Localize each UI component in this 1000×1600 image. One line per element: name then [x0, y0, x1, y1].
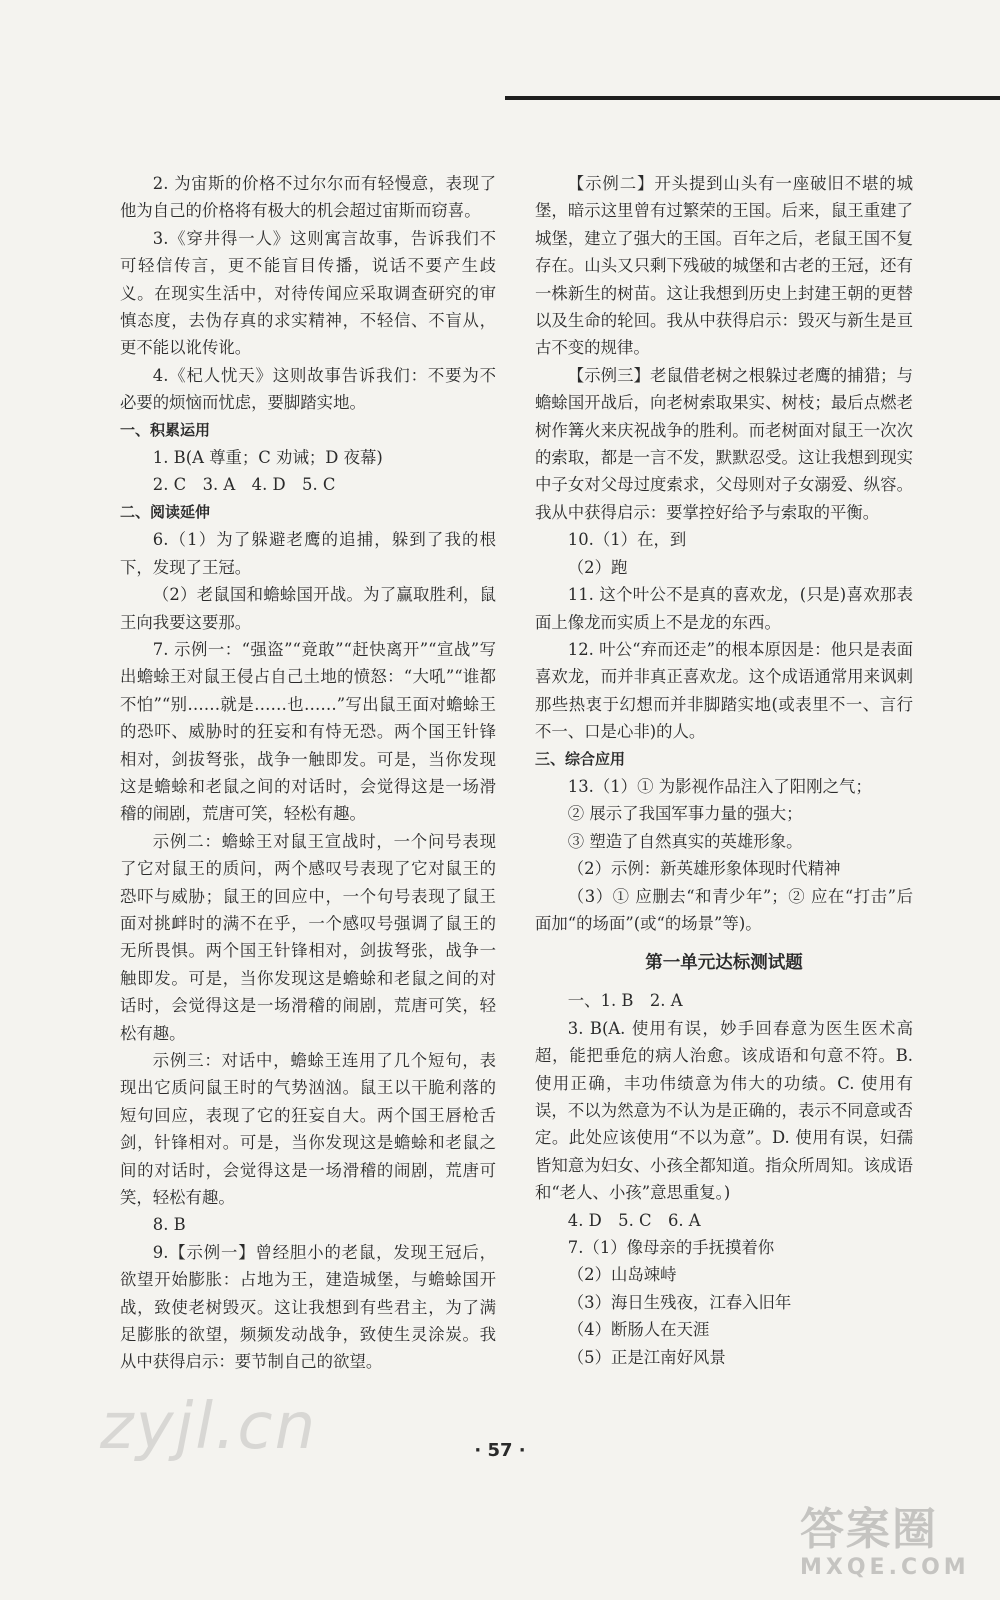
answer-paragraph: 【示例三】老鼠借老树之根躲过老鹰的捕猎；与蟾蜍国开战后，向老树索取果实、树枝；最后点燃老树作篝火来庆祝战争的胜利。而老树面对鼠王一次次的索取，都是一言不发，默默忍受。这让我想到现实中子女对父母过度索求，父母则对子女溺爱、纵容。我从中获得启示：要掌控好给予与索取的平衡。	[535, 365, 913, 522]
watermark-domain: MXQE.COM	[800, 1555, 970, 1580]
watermark-logo-right	[800, 1505, 980, 1595]
answer-paragraph: 4.《杞人忧天》这则故事告诉我们：不要为不必要的烦恼而忧虑，要脚踏实地。	[120, 365, 496, 413]
answer-paragraph: （3）海日生残夜，江春入旧年	[567, 1292, 792, 1312]
answer-paragraph: 7.（1）像母亲的手抚摸着你	[567, 1238, 775, 1258]
answer-paragraph: 4. D 5. C 6. A	[567, 1210, 701, 1230]
answer-paragraph: 2. 为宙斯的价格不过尔尔而有轻慢意，表现了他为自己的价格将有极大的机会超过宙斯而窃喜。	[120, 174, 496, 221]
answer-paragraph: 10.（1）在，到	[567, 530, 687, 550]
answer-paragraph: ② 展示了我国军事力量的强大；	[567, 804, 803, 824]
answer-paragraph: 2. C 3. A 4. D 5. C	[152, 475, 336, 495]
answer-paragraph: 1. B(A 尊重；C 劝诫；D 夜幕)	[152, 448, 383, 468]
answer-paragraph: 7. 示例一：“强盗”“竟敢”“赶快离开”“宣战”写出蟾蜍王对鼠王侵占自己土地的愤怒：“大吼”“谁都不怕”“别……就是……也……”写出鼠王面对蟾蜍王的恐吓、威胁时的狂妄和有恃无恐。两个国王针锋相对，剑拔弩张，战争一触即发。可是，当你发现这是蟾蜍和老鼠之间的对话时，会觉得这是一场滑稽的闹剧，荒唐可笑，轻松有趣。	[120, 639, 496, 824]
answer-paragraph: 13.（1）① 为影视作品注入了阳刚之气；	[567, 776, 872, 796]
section-title: 三、综合应用	[535, 749, 626, 768]
answer-paragraph: 示例三：对话中，蟾蜍王连用了几个短句，表现出它质问鼠王时的气势汹汹。鼠王以干脆利落的短句回应，表现了它的狂妄自大。两个国王唇枪舌剑，针锋相对。可是，当你发现这是蟾蜍和老鼠之间的对话时，会觉得这是一场滑稽的闹剧，荒唐可笑，轻松有趣。	[120, 1051, 496, 1208]
answer-paragraph: 6.（1）为了躲避老鹰的追捕，躲到了我的根下，发现了王冠。	[120, 530, 496, 577]
section-heading: 第一单元达标测试题	[645, 953, 803, 974]
answer-paragraph: 12. 叶公“弃而还走”的根本原因是：他只是表面喜欢龙，而并非真正喜欢龙。这个成语通常用来讽刺那些热衷于幻想而并非脚踏实地(或表里不一、言行不一、口是心非)的人。	[535, 639, 913, 742]
top-rule	[505, 96, 1000, 100]
left-column	[120, 170, 496, 1376]
answer-paragraph: 【示例二】开头提到山头有一座破旧不堪的城堡，暗示这里曾有过繁荣的王国。后来，鼠王重建了城堡，建立了强大的王国。百年之后，老鼠王国不复存在。山头又只剩下残破的城堡和古老的王冠，还有一株新生的树苗。这让我想到历史上封建王朝的更替以及生命的轮回。我从中获得启示：毁灭与新生是亘古不变的规律。	[535, 174, 913, 358]
watermark-title: 答案圈	[800, 1504, 938, 1555]
answer-paragraph: （4）断肠人在天涯	[567, 1320, 710, 1340]
answer-paragraph: 示例二：蟾蜍王对鼠王宣战时，一个问号表现了它对鼠王的质问，两个感叹号表现了它对鼠王的恐吓与威胁；鼠王的回应中，一个句号表现了鼠王面对挑衅时的满不在乎，一个感叹号强调了鼠王的无所畏惧。两个国王针锋相对，剑拔弩张，战争一触即发。可是，当你发现这是蟾蜍和老鼠之间的对话时，会觉得这是一场滑稽的闹剧，荒唐可笑，轻松有趣。	[120, 831, 496, 1043]
answer-paragraph: 一、1. B 2. A	[567, 991, 683, 1011]
page-number: · 57 ·	[474, 1440, 526, 1461]
answer-paragraph: 8. B	[152, 1215, 186, 1235]
answer-paragraph: 9.【示例一】曾经胆小的老鼠，发现王冠后，欲望开始膨胀：占地为王，建造城堡，与蟾蜍国开战，致使老树毁灭。这让我想到有些君主，为了满足膨胀的欲望，频频发动战争，致使生灵涂炭。我从中获得启示：要节制自己的欲望。	[120, 1242, 496, 1372]
answer-paragraph: （2）老鼠国和蟾蜍国开战。为了赢取胜利，鼠王向我要这要那。	[120, 585, 496, 632]
answer-paragraph: （2）山岛竦峙	[567, 1265, 677, 1285]
answer-paragraph: ③ 塑造了自然真实的英雄形象。	[567, 831, 803, 851]
answer-paragraph: 11. 这个叶公不是真的喜欢龙，(只是)喜欢那表面上像龙而实质上不是龙的东西。	[535, 585, 913, 632]
answer-paragraph: 3.《穿井得一人》这则寓言故事，告诉我们不可轻信传言，更不能盲目传播，说话不要产生歧义。在现实生活中，对待传闻应采取调查研究的审慎态度，去伪存真的求实精神，不轻信、不盲从，更不能以讹传讹。	[120, 228, 496, 358]
answer-paragraph: （5）正是江南好风景	[567, 1347, 726, 1367]
answer-paragraph: （2）跑	[567, 557, 628, 577]
answer-paragraph: （2）示例：新英雄形象体现时代精神	[567, 859, 841, 879]
watermark-logo-left: zyjl.cn	[100, 1390, 318, 1464]
answer-paragraph: 3. B(A. 使用有误，妙手回春意为医生医术高超，能把垂危的病人治愈。该成语和句意不符。B. 使用正确，丰功伟绩意为伟大的功绩。C. 使用有误，不以为然意为不认为是正确的，表示不同意或否定。此处应该使用“不以为意”。D. 使用有误，妇孺皆知意为妇女、小孩全都知道。指众所周知。该成语和“老人、小孩”意思重复。)	[535, 1018, 913, 1203]
right-column	[535, 170, 913, 1371]
answer-paragraph: （3）① 应删去“和青少年”；② 应在“打击”后面加“的场面”(或“的场景”等)。	[535, 886, 913, 933]
section-title: 二、阅读延伸	[120, 502, 211, 521]
section-title: 一、积累运用	[120, 420, 211, 439]
